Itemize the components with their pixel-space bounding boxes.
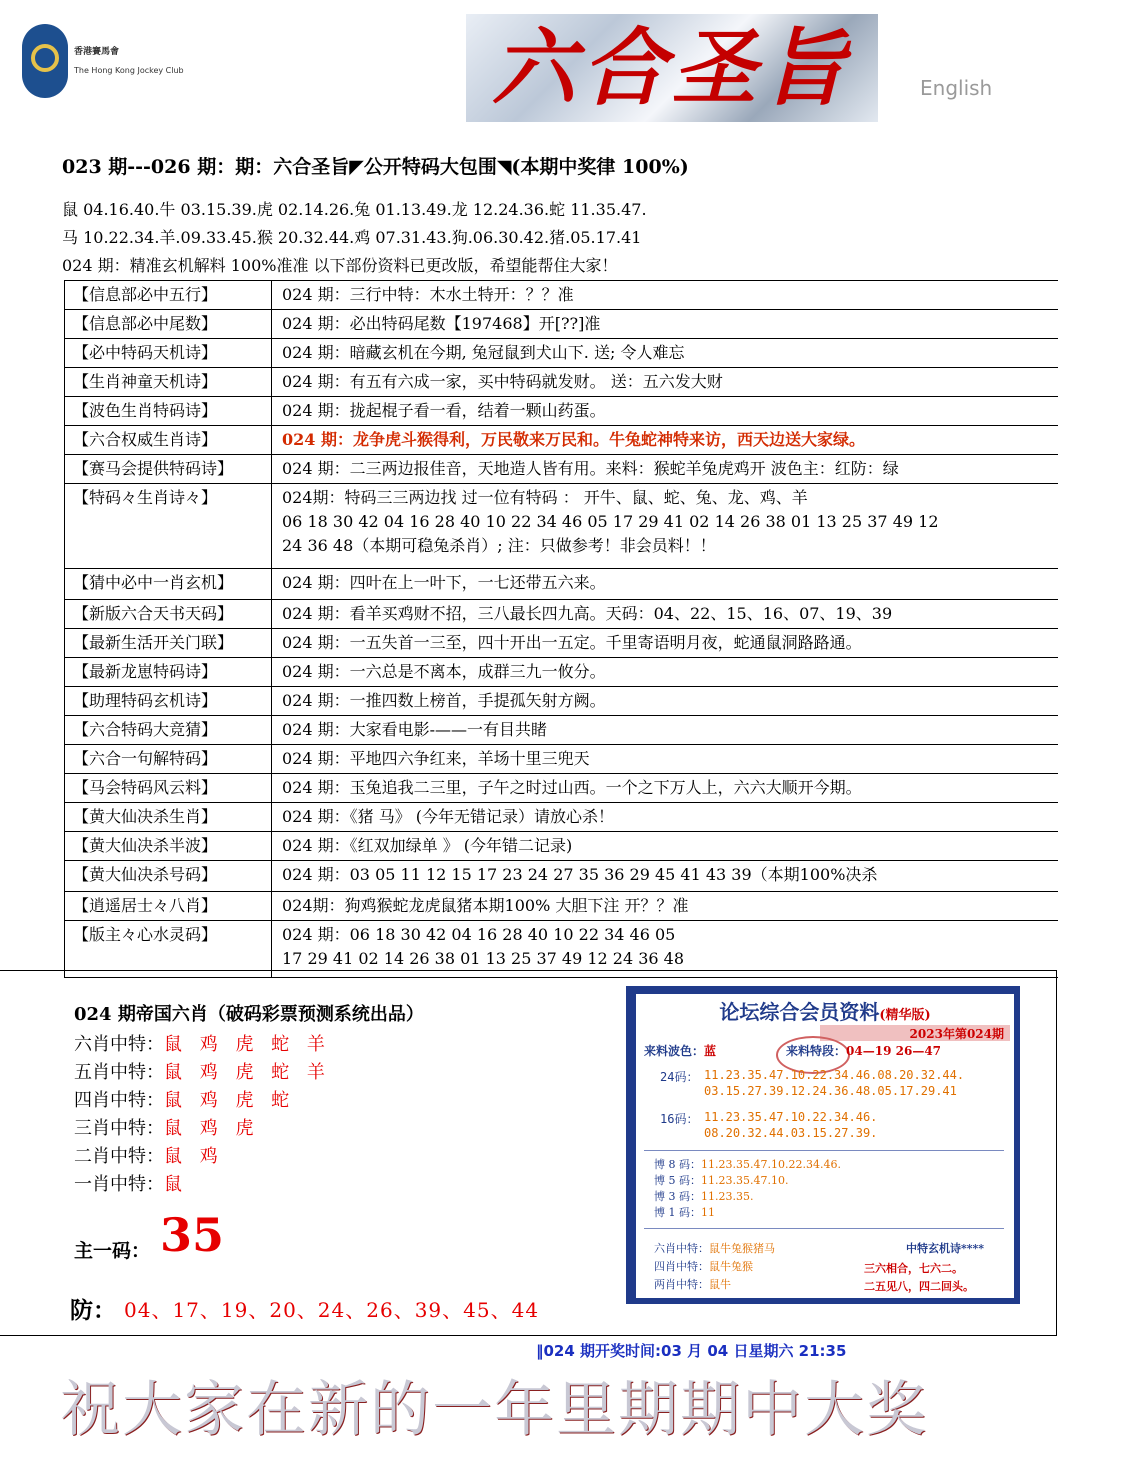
table-row bbox=[64, 368, 1058, 397]
row-value: 024 期：03 05 11 12 15 17 23 24 27 35 36 29 45 41 43 39（本期100%决杀 bbox=[282, 865, 878, 884]
row-label: 【六合一句解特码】 bbox=[64, 745, 272, 773]
c16-values: 11.23.35.47.10.22.34.46. bbox=[704, 1110, 878, 1124]
row-label: 【助理特码玄机诗】 bbox=[64, 687, 272, 715]
xiao-line bbox=[74, 1058, 331, 1084]
table-row bbox=[64, 629, 1058, 658]
row-value: 024 期：玉兔追我二三里，子午之时过山西。一个之下万人上，六六大顺开今期。 bbox=[282, 778, 862, 797]
row-label: 【黄大仙决杀号码】 bbox=[64, 861, 272, 891]
table-row bbox=[64, 832, 1058, 861]
c16-values: 08.20.32.44.03.15.27.39. bbox=[704, 1126, 878, 1140]
row-label: 【赛马会提供特码诗】 bbox=[64, 455, 272, 483]
row-value-line: 17 29 41 02 14 26 38 01 13 25 37 49 12 24 36 48 bbox=[282, 949, 685, 968]
table-row bbox=[64, 397, 1058, 426]
xiao-line bbox=[74, 1170, 188, 1196]
poem-line-2: 二五见八，四二回头。 bbox=[864, 1280, 974, 1293]
xiao-label: 三肖中特： bbox=[74, 1118, 164, 1139]
panel-issue: 2023年第024期 bbox=[820, 1025, 1010, 1041]
table-row bbox=[64, 687, 1058, 716]
c24-values: 03.15.27.39.12.24.36.48.05.17.29.41 bbox=[704, 1084, 957, 1098]
row-value: 024 期：平地四六争红来，羊场十里三兜天 bbox=[282, 749, 590, 768]
row-value-line: 024 期：06 18 30 42 04 16 28 40 10 22 34 46 05 bbox=[282, 925, 676, 944]
panel-divider bbox=[644, 1228, 1004, 1229]
row-value: 024 期：二三两边报佳音，天地造人皆有用。来料：猴蛇羊兔虎鸡开 波色主：红防：绿 bbox=[282, 459, 899, 478]
row-value: 024 期：大家看电影-——一有目共睹 bbox=[282, 720, 548, 739]
bo5-label: 博 5 码： bbox=[654, 1174, 701, 1187]
two-value: 鼠牛 bbox=[709, 1278, 731, 1291]
xiao-label: 五肖中特： bbox=[74, 1062, 164, 1083]
row-value bbox=[272, 484, 1058, 568]
xiao-value: 鼠 鸡 虎 bbox=[164, 1118, 260, 1139]
row-label: 【最新生活开关门联】 bbox=[64, 629, 272, 657]
row-label: 【猜中必中一肖玄机】 bbox=[64, 569, 272, 599]
four-label: 四肖中特： bbox=[654, 1260, 709, 1273]
logo-emblem-icon bbox=[22, 24, 68, 98]
two-xiao-line bbox=[654, 1276, 731, 1292]
bo8-values: 11.23.35.47.10.22.34.46. bbox=[701, 1158, 841, 1171]
table-row bbox=[64, 281, 1058, 310]
banner-title: 六合圣旨 bbox=[491, 18, 852, 117]
bo1-values: 11 bbox=[701, 1206, 715, 1219]
xiao-value: 鼠 鸡 虎 蛇 羊 bbox=[164, 1034, 331, 1055]
row-label: 【波色生肖特码诗】 bbox=[64, 397, 272, 425]
segment-label: 来料特段： bbox=[786, 1044, 847, 1058]
table-row bbox=[64, 658, 1058, 687]
panel-title bbox=[636, 996, 1014, 1025]
row-value: 024 期：暗藏玄机在今期, 兔冠鼠到犬山下. 送; 令人难忘 bbox=[282, 343, 685, 362]
row-label: 【版主々心水灵码】 bbox=[64, 921, 272, 977]
row-value: 024 期：必出特码尾数【197468】开[??]准 bbox=[282, 314, 601, 333]
row-label: 【必中特码天机诗】 bbox=[64, 339, 272, 367]
poem-line-1: 三六相合，七六二。 bbox=[864, 1262, 963, 1275]
row-value: 024 期：有五有六成一家，买中特码就发财。 送：五六发大财 bbox=[282, 372, 723, 391]
row-label: 【黄大仙决杀半波】 bbox=[64, 832, 272, 860]
table-row bbox=[64, 774, 1058, 803]
table-row bbox=[64, 569, 1058, 600]
footer-greeting: 祝大家在新的一年里期期中大奖 bbox=[60, 1375, 928, 1445]
english-link[interactable]: English bbox=[920, 76, 993, 100]
poem-header: 中特玄机诗**** bbox=[906, 1242, 985, 1255]
row-label: 【最新龙崽特码诗】 bbox=[64, 658, 272, 686]
panel-title-text: 论坛综合会员资料 bbox=[719, 1000, 880, 1024]
four-value: 鼠牛兔猴 bbox=[709, 1260, 753, 1273]
table-row bbox=[64, 745, 1058, 774]
table-row bbox=[64, 600, 1058, 629]
bo8-line bbox=[654, 1156, 841, 1172]
draw-time: ‖024 期开奖时间:03 月 04 日星期六 21:35 bbox=[536, 1342, 847, 1360]
row-value-line: 24 36 48（本期可稳兔杀肖）; 注：只做参考！非会员料！！ bbox=[282, 536, 716, 555]
six-xiao-line bbox=[654, 1240, 775, 1256]
bo5-values: 11.23.35.47.10. bbox=[701, 1174, 789, 1187]
row-label: 【信息部必中尾数】 bbox=[64, 310, 272, 338]
intro-line: 024 期：精准玄机解料 100%准准 以下部份资料已更改版，希望能帮住大家！ bbox=[62, 256, 618, 275]
row-value: 024 期：《猪 马》 (今年无错记录）请放心杀！ bbox=[282, 807, 615, 826]
c24-label: 24码： bbox=[660, 1070, 699, 1084]
table-row bbox=[64, 426, 1058, 455]
xiao-label: 四肖中特： bbox=[74, 1090, 164, 1111]
defense-value: 04、17、19、20、24、26、39、45、44 bbox=[124, 1298, 540, 1322]
logo-chinese-text: 香港賽馬會 bbox=[74, 47, 120, 57]
six-xiao-title: 024 期帝国六肖（破码彩票预测系统出品） bbox=[74, 1004, 424, 1025]
page-headline: 023 期---026 期：期：六合圣旨◤公开特码大包围◥(本期中奖律 100%) bbox=[62, 156, 689, 178]
xiao-value: 鼠 鸡 bbox=[164, 1146, 224, 1167]
row-value-line: 06 18 30 42 04 16 28 40 10 22 34 46 05 17 29 41 02 14 26 38 01 13 25 37 49 12 bbox=[282, 512, 939, 531]
row-label: 【信息部必中五行】 bbox=[64, 281, 272, 309]
table-row bbox=[64, 455, 1058, 484]
table-row bbox=[64, 861, 1058, 892]
row-label: 【新版六合天书天码】 bbox=[64, 600, 272, 628]
xiao-line bbox=[74, 1142, 224, 1168]
zodiac-line-1: 鼠 04.16.40.牛 03.15.39.虎 02.14.26.兔 01.13.49.龙 12.24.36.蛇 11.35.47. bbox=[62, 200, 647, 219]
c16-line-1 bbox=[704, 1110, 877, 1124]
row-value: 024 期：《红双加绿单 》 (今年错二记录) bbox=[282, 836, 573, 855]
row-value: 024 期：一六总是不离本，成群三九一攸分。 bbox=[282, 662, 606, 681]
row-value: 024 期：一推四数上榜首，手提孤矢射方阙。 bbox=[282, 691, 606, 710]
six-label: 六肖中特： bbox=[654, 1242, 709, 1255]
segment-value: 04—19 26—47 bbox=[846, 1044, 942, 1058]
row-label: 【马会特码风云料】 bbox=[64, 774, 272, 802]
xiao-line bbox=[74, 1114, 259, 1140]
bo1-label: 博 1 码： bbox=[654, 1206, 701, 1219]
table-row bbox=[64, 892, 1058, 921]
bo5-line bbox=[654, 1172, 788, 1188]
row-value: 024期：狗鸡猴蛇龙虎鼠猪本期100% 大胆下注 开？？准 bbox=[282, 896, 689, 915]
main-number-value: 35 bbox=[160, 1208, 225, 1262]
main-number-label: 主一码： bbox=[74, 1240, 151, 1262]
zodiac-line-2: 马 10.22.34.羊.09.33.45.猴 20.32.44.鸡 07.31.43.狗.06.30.42.猪.05.17.41 bbox=[62, 228, 642, 247]
row-value: 024 期：拢起棍子看一看，结着一颗山药蛋。 bbox=[282, 401, 606, 420]
row-value: 024 期：三行中特：木水土特开：？？准 bbox=[282, 285, 574, 304]
xiao-label: 一肖中特： bbox=[74, 1174, 164, 1195]
row-value-highlight: 024 期：龙争虎斗猴得利，万民敬来万民和。牛兔蛇神特来访，西天边送大家绿。 bbox=[282, 430, 865, 449]
row-label: 【逍遥居士々八肖】 bbox=[64, 892, 272, 920]
bo8-label: 博 8 码： bbox=[654, 1158, 701, 1171]
xiao-value: 鼠 鸡 虎 蛇 bbox=[164, 1090, 296, 1111]
row-value-line: 024期：特码三三两边找 过一位有特码 ： 开牛、鼠、蛇、兔、龙、鸡、羊 bbox=[282, 488, 808, 507]
c24-values: 11.23.35.47.10.22.34.46.08.20.32.44. bbox=[704, 1068, 965, 1082]
jockey-club-logo[interactable] bbox=[22, 22, 202, 102]
four-xiao-line bbox=[654, 1258, 753, 1274]
c16-line-2 bbox=[704, 1126, 877, 1140]
row-value: 024 期：看羊买鸡财不招，三八最长四九高。天码：04、22、15、16、07、19、39 bbox=[282, 604, 893, 623]
row-value: 024 期：四叶在上一叶下，一七还带五六来。 bbox=[282, 573, 606, 592]
row-label: 【黄大仙决杀生肖】 bbox=[64, 803, 272, 831]
row-value: 024 期：一五失首一三至，四十开出一五定。千里寄语明月夜，蛇通鼠洞路路通。 bbox=[282, 633, 862, 652]
table-row bbox=[64, 339, 1058, 368]
wave-value: 蓝 bbox=[704, 1044, 717, 1058]
bo3-label: 博 3 码： bbox=[654, 1190, 701, 1203]
panel-divider bbox=[644, 1150, 1004, 1151]
defense-label: 防： bbox=[70, 1297, 116, 1324]
xiao-line bbox=[74, 1086, 295, 1112]
bo1-line bbox=[654, 1204, 715, 1220]
wave-label: 来料波色： bbox=[644, 1044, 705, 1058]
six-value: 鼠牛兔猴猪马 bbox=[709, 1242, 775, 1255]
xiao-label: 六肖中特： bbox=[74, 1034, 164, 1055]
row-label: 【六合权威生肖诗】 bbox=[64, 426, 272, 454]
xiao-value: 鼠 鸡 虎 蛇 羊 bbox=[164, 1062, 331, 1083]
xiao-line bbox=[74, 1030, 331, 1056]
row-label: 【六合特码大竞猜】 bbox=[64, 716, 272, 744]
table-row bbox=[64, 484, 1058, 569]
c24-line-2 bbox=[704, 1084, 957, 1098]
table-row bbox=[64, 310, 1058, 339]
two-label: 两肖中特： bbox=[654, 1278, 709, 1291]
row-label: 【生肖神童天机诗】 bbox=[64, 368, 272, 396]
panel-wave-line bbox=[644, 1042, 941, 1059]
panel-title-tag: (精华版) bbox=[879, 1008, 931, 1023]
bo3-values: 11.23.35. bbox=[701, 1190, 754, 1203]
table-row bbox=[64, 716, 1058, 745]
c16-label: 16码： bbox=[660, 1112, 699, 1126]
bo3-line bbox=[654, 1188, 753, 1204]
xiao-value: 鼠 bbox=[164, 1174, 188, 1195]
table-row bbox=[64, 803, 1058, 832]
row-label: 【特码々生肖诗々】 bbox=[64, 484, 272, 568]
prediction-table bbox=[64, 280, 1058, 978]
c24-line-1 bbox=[704, 1068, 964, 1082]
row-value bbox=[272, 921, 1058, 977]
logo-english-text: The Hong Kong Jockey Club bbox=[74, 66, 184, 75]
xiao-label: 二肖中特： bbox=[74, 1146, 164, 1167]
